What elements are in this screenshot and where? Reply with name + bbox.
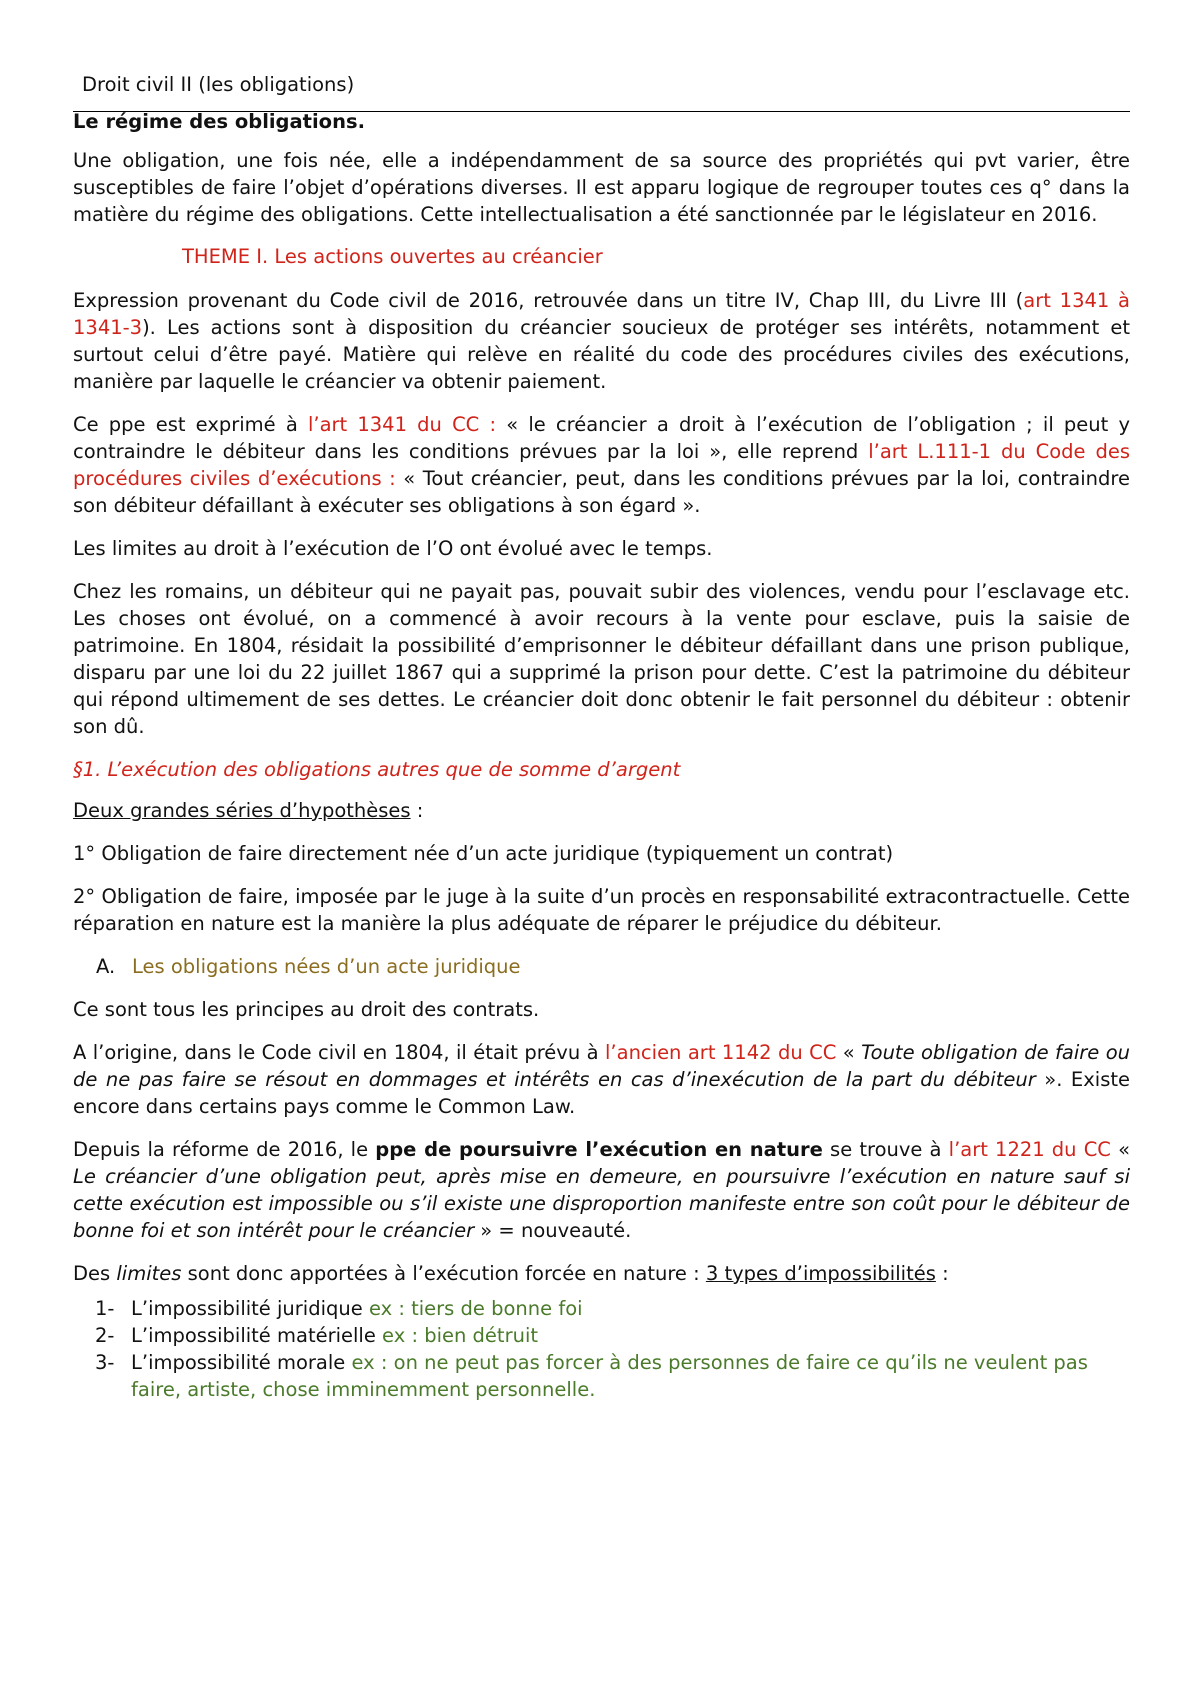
page-header: Droit civil II (les obligations) bbox=[82, 73, 355, 96]
article-reference: art 1341 à 1341-3 bbox=[73, 289, 1130, 339]
section-heading: §1. L’exécution des obligations autres que de somme d’argent bbox=[73, 758, 681, 781]
reform-paragraph: Depuis la réforme de 2016, le ppe de poursuivre l’exécution en nature se trouve à l’art 1221 du CC « Le créancier d’une obligation peut, après mise en demeure, en poursuivre l’exécution en nature sauf si cette exécution est impossible ou s’il existe une disproportion manifeste entre son coût pour le débiteur de bonne foi et son intérêt pour le créancier » = nouveauté. bbox=[73, 1138, 1130, 1242]
series-heading: Deux grandes séries d’hypothèses : bbox=[73, 799, 424, 822]
list-item: 3- L’impossibilité morale ex : on ne peut pas forcer à des personnes de faire ce qu’ils ne veulent pas faire, artiste, chose imminemment personnelle. bbox=[95, 1351, 1088, 1401]
subsection-a-heading bbox=[73, 953, 1130, 980]
hypothesis-2: 2° Obligation de faire, imposée par le juge à la suite d’un procès en responsabilité extracontractuelle. Cette réparation en nature est la manière la plus adéquate de réparer le préjudice du débiteur. bbox=[73, 885, 1130, 935]
list-item: 1- L’impossibilité juridique ex : tiers de bonne foi bbox=[95, 1297, 583, 1320]
list-item: 2- L’impossibilité matérielle ex : bien détruit bbox=[95, 1324, 539, 1347]
principle-paragraph: Ce ppe est exprimé à l’art 1341 du CC : « le créancier a droit à l’exécution de l’obligation ; il peut y contraindre le débiteur dans les conditions prévues par la loi », elle reprend l’art L.111-1 du Code des procédures civiles d’exécutions : « Tout créancier, peut, dans les conditions prévues par la loi, contraindre son débiteur défaillant à exécuter ses obligations à son égard ». bbox=[73, 413, 1131, 517]
limits-paragraph: Les limites au droit à l’exécution de l’O ont évolué avec le temps. bbox=[73, 537, 713, 560]
subsection-label: A. bbox=[96, 955, 116, 978]
origin-paragraph: A l’origine, dans le Code civil en 1804, il était prévu à l’ancien art 1142 du CC « Toute obligation de faire ou de ne pas faire se résout en dommages et intérêts en cas d’inexécution de la part du débiteur ». Existe encore dans certains pays comme le Common Law. bbox=[73, 1041, 1131, 1118]
document-title: Le régime des obligations. bbox=[73, 110, 365, 133]
subsection-title: Les obligations nées d’un acte juridique bbox=[132, 955, 521, 978]
article-reference: l’art L.111-1 du Code des procédures civiles d’exécutions : bbox=[73, 440, 1130, 490]
theme-heading: THEME I. Les actions ouvertes au créancier bbox=[182, 245, 603, 268]
article-reference: l’art 1341 du CC : bbox=[307, 413, 497, 436]
hypothesis-1: 1° Obligation de faire directement née d’un acte juridique (typiquement un contrat) bbox=[73, 842, 894, 865]
intro-paragraph: Une obligation, une fois née, elle a indépendamment de sa source des propriétés qui pvt varier, être susceptibles de faire l’objet d’opérations diverses. Il est apparu logique de regrouper toutes ces q° dans la matière du régime des obligations. Cette intellectualisation a été sanctionnée par le législateur en 2016. bbox=[73, 149, 1130, 226]
limits-types-paragraph: Des limites sont donc apportées à l’exécution forcée en nature : 3 types d’impossibilités : bbox=[73, 1262, 949, 1285]
impossibility-list bbox=[73, 1295, 1130, 1403]
romans-paragraph: Chez les romains, un débiteur qui ne payait pas, pouvait subir des violences, vendu pour l’esclavage etc. Les choses ont évolué, on a commencé à avoir recours à la vente pour esclave, puis la saisie de patrimoine. En 1804, résidait la possibilité d’emprisonner le débiteur défaillant dans une prison publique, disparu par une loi du 22 juillet 1867 qui a supprimé la prison pour dette. C’est la patrimoine du débiteur qui répond ultimement de ses dettes. Le créancier doit donc obtenir le fait personnel du débiteur : obtenir son dû. bbox=[73, 580, 1130, 738]
article-reference: l’art 1221 du CC bbox=[948, 1138, 1111, 1161]
article-reference: l’ancien art 1142 du CC bbox=[605, 1041, 837, 1064]
expression-paragraph: Expression provenant du Code civil de 2016, retrouvée dans un titre IV, Chap III, du Livre III (art 1341 à 1341-3). Les actions sont à disposition du créancier soucieux de protéger ses intérêts, notamment et surtout celui d’être payé. Matière qui relève en réalité du code des procédures civiles des exécutions, manière par laquelle le créancier va obtenir paiement. bbox=[73, 289, 1130, 393]
principles-paragraph: Ce sont tous les principes au droit des contrats. bbox=[73, 998, 540, 1021]
